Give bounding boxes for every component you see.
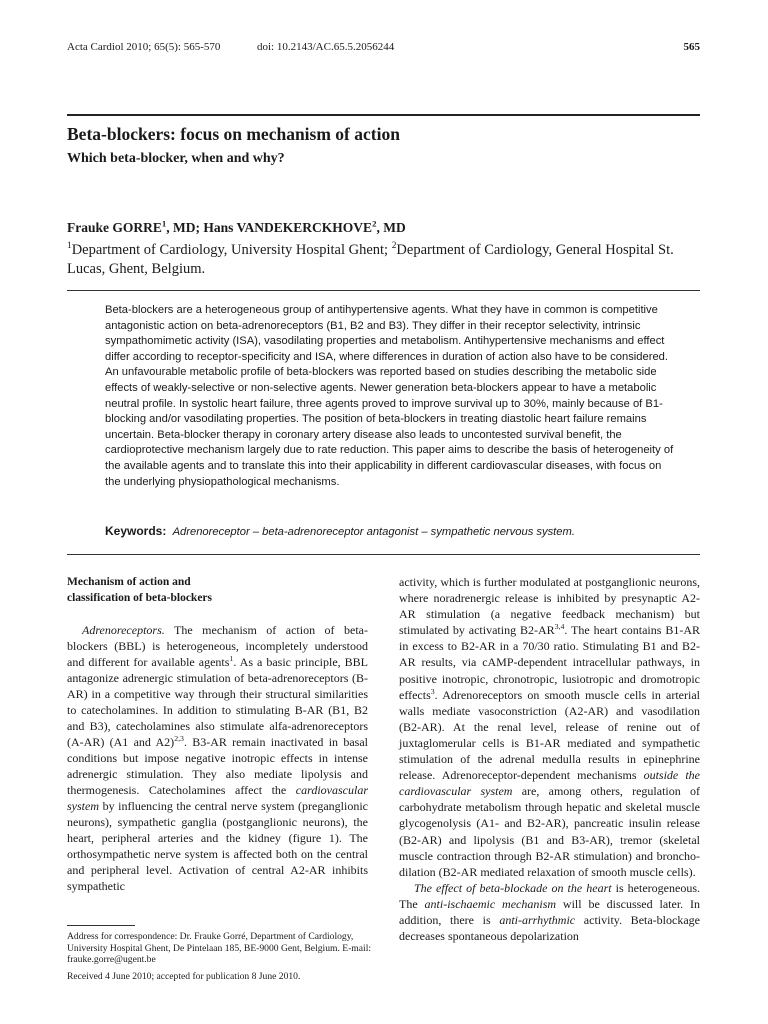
article-title: Beta-blockers: focus on mechanism of action bbox=[67, 124, 400, 144]
keywords-value: Adrenoreceptor – beta-adrenoreceptor antagonist – sympathetic nervous system. bbox=[172, 526, 575, 538]
paragraph-lead: The effect of beta-blockade on the heart bbox=[414, 880, 612, 895]
body-italic: anti-arrhythmic bbox=[499, 912, 576, 927]
affiliation-marker: 2 bbox=[391, 241, 397, 252]
body-text: . As a basic principle, BBL antagonize adrenergic stimulation of beta-adrenoreceptors (B-AR) in a competitive way through their structural similarities to catecholamines. In addition to stimulating B-AR (B1, B2 and B3), catecholamines also stimulate alfa-adrenoreceptors (A-AR) (A1 and A2) bbox=[67, 655, 368, 749]
received-date: Received 4 June 2010; accepted for publication 8 June 2010. bbox=[67, 971, 301, 982]
article-subtitle: Which beta-blocker, when and why? bbox=[67, 151, 285, 166]
reference-marker: 3 bbox=[430, 686, 435, 696]
author-name: Frauke GORRE bbox=[67, 220, 162, 235]
left-column bbox=[67, 574, 368, 894]
page-number: 565 bbox=[683, 41, 700, 53]
doi: doi: 10.2143/AC.65.5.2056244 bbox=[257, 41, 395, 53]
body-italic: outside the cardiovascular system bbox=[399, 768, 701, 799]
body-text: activity. Beta-blockage decreases spontaneous depolarization bbox=[399, 912, 700, 944]
affiliation-text: Department of Cardiology, University Hospital Ghent; bbox=[71, 242, 392, 258]
affiliations bbox=[67, 241, 707, 279]
section-heading-line: Mechanism of action and bbox=[67, 576, 191, 588]
section-heading bbox=[67, 574, 368, 606]
body-italic: cardiovascular system bbox=[67, 783, 368, 813]
keywords-rule bbox=[67, 554, 700, 555]
body-text: . The heart contains B1-AR in excess to B2-AR in a 70/30 ratio. Stimulating B1 and B2-AR results, via cAMP-dependent intracellular pathways, in positive inotropic, chronotropic, lusiotropic and dromotropic effects bbox=[399, 623, 700, 702]
footnote-rule bbox=[67, 925, 135, 926]
author-degree: , MD bbox=[376, 220, 406, 235]
body-text: by influencing the central nerve system (preganglionic neurons), sympathetic ganglia (postganglionic neurons), the heart, peripheral arteries and the kidney (figure 1). The orthosympathetic nerve system is affected both on the central and peripheral level. Activation of central A2-AR inhibits sympathetic bbox=[67, 799, 368, 893]
title-rule bbox=[67, 114, 700, 116]
correspondence-footnote: Address for correspondence: Dr. Frauke Gorré, Department of Cardiology, University Hospital Ghent, De Pintelaan 185, BE-9000 Gent, Belgium. E-mail: frauke.gorre@ugent.be bbox=[67, 931, 372, 966]
body-paragraph bbox=[399, 880, 700, 944]
author-name: , MD; Hans VANDEKERCKHOVE bbox=[166, 220, 373, 235]
body-text: The mechanism of action of beta-blockers (BBL) is heterogeneous, incompletely understood and different for available agents bbox=[67, 623, 368, 669]
affiliation-text: Department of Cardiology, General Hospital St. Lucas, Ghent, Belgium. bbox=[67, 242, 674, 277]
journal-citation: Acta Cardiol 2010; 65(5): 565-570 bbox=[67, 41, 221, 53]
keywords bbox=[105, 524, 695, 538]
keywords-label: Keywords: bbox=[105, 524, 167, 538]
abstract-rule bbox=[67, 290, 700, 291]
body-text: . Adrenoreceptors on smooth muscle cells in arterial walls mediate vasoconstriction (A2-AR) and vasodilation (B2-AR). At the renal level, release of renine out of juxtaglomerular cells is B1-AR mediated and sympathetic stimulation of the adrenal medulla results in epinephrine release. Adrenoreceptor-dependent mechanisms bbox=[399, 687, 700, 783]
body-paragraph bbox=[399, 574, 700, 880]
body-text: are, among others, regulation of carbohydrate metabolism through hepatic and skeletal muscle glycogenolysis (A1- and B2-AR), pancreatic insulin release (B2-AR) and lipolysis (B1 and B3-AR), tremor (skeletal muscle contraction through B2-AR stimulation) and broncho-dilation (B2-AR mediated relaxation of smooth muscle cells). bbox=[399, 784, 701, 879]
abstract: Beta-blockers are a heterogeneous group of antihypertensive agents. What they have in common is competitive antagonistic action on beta-adrenoreceptors (B1, B2 and B3). They differ in their receptor selectivity, intrinsic sympathomimetic activity (ISA), vasodilating properties and metabolism. Antihypertensive mechanisms and effect differ according to receptor-specificity and ISA, where differences in duration of action also have to be considered. An unfavourable metabolic profile of beta-blockers was reported based on studies describing the metabolic side effects of weakly-selective or non-selective agents. Newer generation beta-blockers appear to have a metabolic neutral profile. In systolic heart failure, three agents proved to improve survival up to 30%, mainly because of B1-blocking and/or vasodilating properties. The position of beta-blockers in treating diastolic heart failure remains uncertain. Beta-blocker therapy in coronary artery disease also leads to uncontested survival benefit, the cardioprotective mechanism largely due to rate reduction. This paper aims to describe the basis of heterogeneity of the available agents and to translate this into their applicability in different cardiovascular diseases, with focus on the underlying physiopathological mechanisms. bbox=[105, 304, 674, 488]
affiliation-marker: 1 bbox=[67, 241, 72, 252]
paragraph-lead: Adrenoreceptors. bbox=[82, 623, 165, 637]
body-paragraph bbox=[67, 622, 368, 894]
body-text: will be discussed later. In addition, there is bbox=[399, 896, 701, 927]
body-text: is heterogeneous. The bbox=[399, 880, 700, 911]
reference-marker: 2,3 bbox=[174, 734, 184, 743]
section-heading-line: classification of beta-blockers bbox=[67, 592, 213, 604]
reference-marker: 3,4 bbox=[554, 622, 565, 632]
reference-marker: 1 bbox=[229, 654, 234, 663]
body-text: . B3-AR remain inactivated in basal conditions but impose negative inotropic effects in intense adrenergic stimulation. They also mediate lipolysis and thermogenesis. Catecholamines affect the bbox=[67, 735, 368, 797]
affiliation-marker: 2 bbox=[372, 218, 377, 229]
body-italic: anti-ischaemic mechanism bbox=[424, 896, 557, 911]
body-text: activity, which is further modulated at postganglionic neurons, where noradrenergic release is inhibited by presynaptic A2-AR stimulation (a negative feedback mechanism) but stimulated by activating B2-AR bbox=[399, 575, 700, 638]
right-column bbox=[399, 574, 700, 944]
author-list bbox=[67, 220, 406, 236]
affiliation-marker: 1 bbox=[161, 218, 167, 229]
